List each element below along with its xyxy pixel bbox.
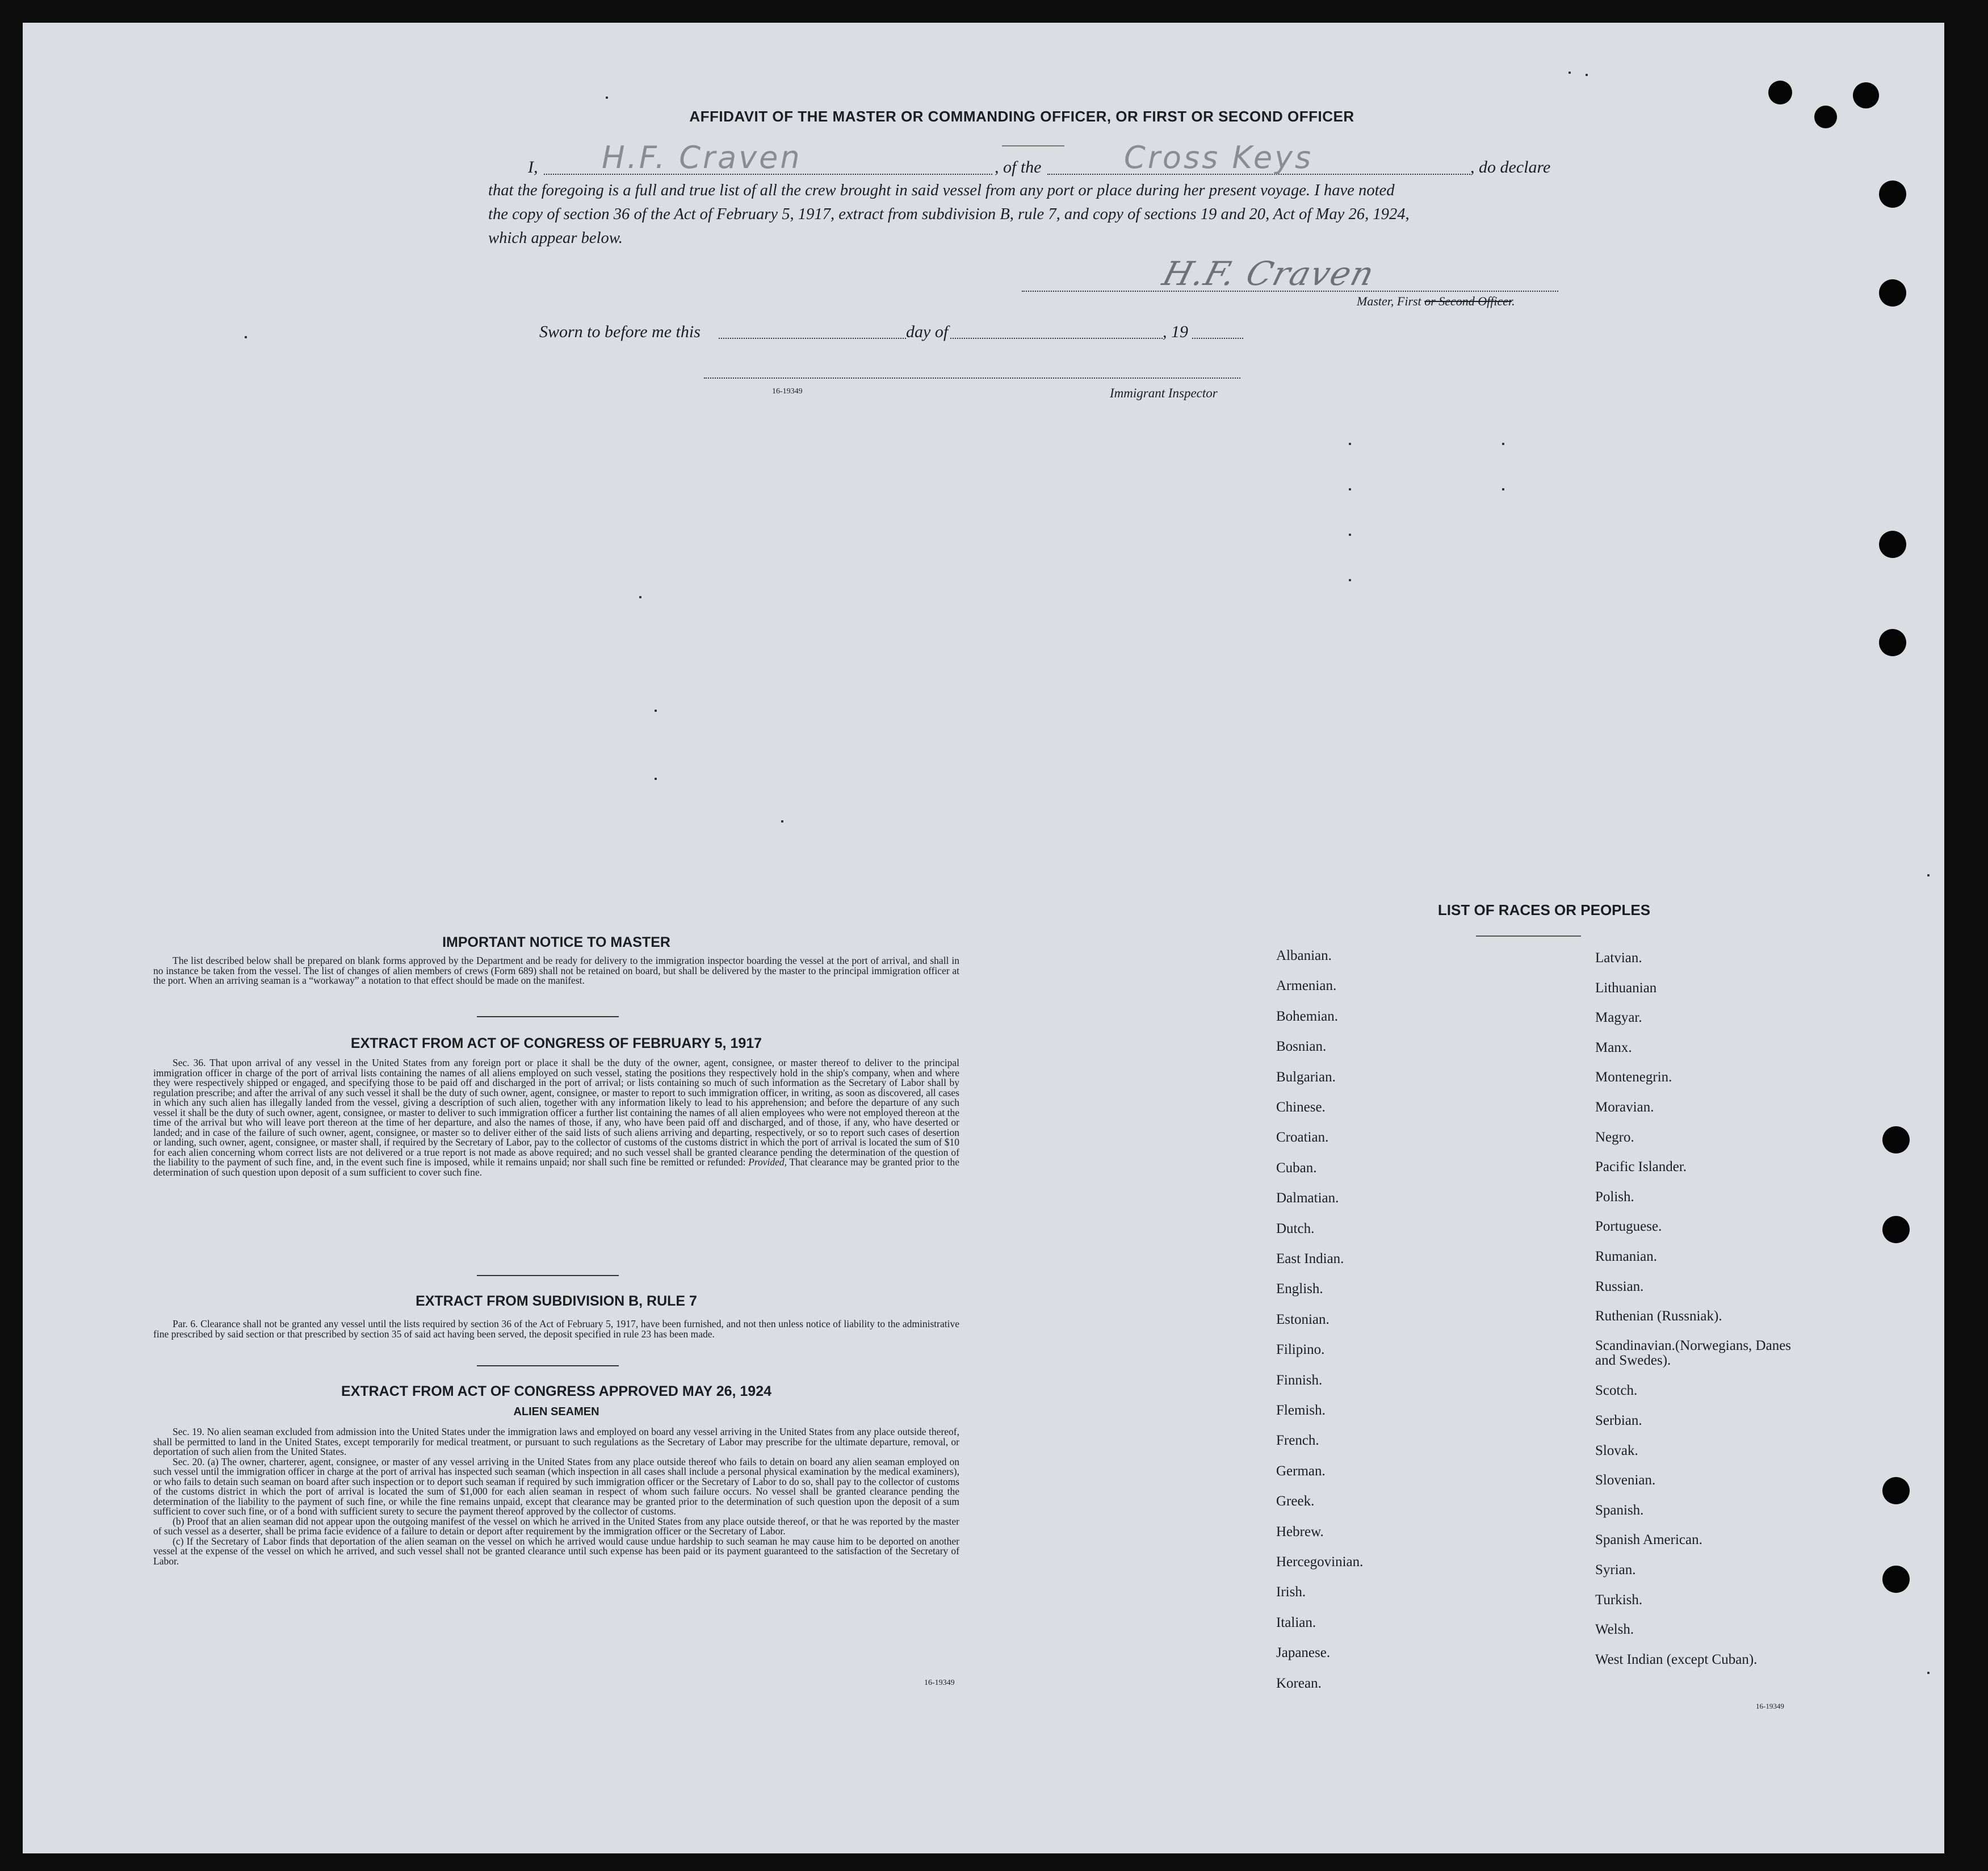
race-item: Filipino.: [1276, 1342, 1325, 1358]
declaration-body-line: which appear below.: [488, 229, 623, 247]
sec20b-paragraph: (b) Proof that an alien seaman did not appear upon the outgoing manifest of the vessel on which he arrived in the United States from any place outside thereof, or that he was reported by the master of such vessel as a deserter, shall be prima facie evidence of a failure to detain or deport after requirement by the immigration officer or the Secretary of Labor.: [153, 1515, 959, 1537]
race-item: Armenian.: [1276, 978, 1337, 994]
race-item: Rumanian.: [1595, 1249, 1658, 1264]
race-item: Spanish.: [1595, 1502, 1644, 1518]
race-item: Irish.: [1276, 1584, 1306, 1600]
alien-seamen-subtitle: ALIEN SEAMEN: [513, 1406, 599, 1418]
scan-speck: [639, 596, 641, 598]
race-item: Dalmatian.: [1276, 1190, 1339, 1206]
declaration-i: I,: [528, 158, 538, 177]
race-item: Montenegrin.: [1595, 1069, 1672, 1085]
do-declare-label: , do declare: [1470, 158, 1551, 177]
race-item: Bulgarian.: [1276, 1069, 1336, 1085]
sec20c-paragraph: (c) If the Secretary of Labor finds that deportation of the alien seaman on the vessel on which he arrived would cause undue hardship to such seaman he may cause him to be deported on another vessel at the expense of the vessel on which he arrived, and such vessel shall not be granted clearance until such expense has been paid or its payment guaranteed to the satisfaction of the Secretary of Labor.: [153, 1535, 959, 1567]
races-title: LIST OF RACES OR PEOPLES: [1437, 901, 1651, 918]
form-number: 16-19349: [1756, 1702, 1784, 1710]
divider: [1476, 936, 1581, 937]
sec20a-paragraph: Sec. 20. (a) The owner, charterer, agent, consignee, or master of any vessel arriving in the United States from any place outside thereof who fails to detain on board any alien seaman employed on such vessel until the immigration officer in charge at the port of arrival has inspected such seaman (which inspection in all cases shall include a personal physical examination by the medical examiners), or who fails to detain such seaman on board after such inspection or to deport such seaman if required by such immigration officer or the Secretary of Labor to do so, shall pay to the collector of customs of the customs district in which the port of arrival is located the sum of $1,000 for each alien seaman in respect of whom such failure occurs. No vessel shall be granted clearance pending the determination of the liability to the payment of such fine, or while the fine remains unpaid, except that clearance may be granted prior to the determination of such question upon the deposit of a sum sufficient to cover such fine, or of a bond with sufficient surety to secure the payment thereof approved by the collector of customs.: [153, 1455, 959, 1517]
punch-hole: [1882, 1477, 1910, 1504]
race-item: Portuguese.: [1595, 1219, 1662, 1235]
notice-title: IMPORTANT NOTICE TO MASTER: [442, 934, 670, 950]
master-signature-handwritten: H.F. Craven: [1158, 254, 1379, 293]
race-item: Slovenian.: [1595, 1473, 1656, 1488]
divider: [477, 1275, 619, 1276]
sworn-month-line: [950, 338, 1163, 339]
race-item: Latvian.: [1595, 950, 1642, 966]
race-item: Syrian.: [1595, 1562, 1636, 1578]
race-item: Estonian.: [1276, 1311, 1329, 1327]
punch-hole: [1882, 1216, 1910, 1243]
notice-body: [153, 956, 959, 986]
extract-1924-body: [153, 1427, 959, 1566]
sec19-paragraph: Sec. 19. No alien seaman excluded from admission into the United States under the immigration laws and employed on board any vessel arriving in the United States from any place outside thereof, shall be permitted to land in the United States, except temporarily for medical treatment, or pursuant to such regulations as the Secretary of Labor may prescribe for the ultimate departure, removal, or deportation of such alien from the United States.: [153, 1426, 959, 1457]
of-the-label: , of the: [995, 158, 1042, 177]
extract-rule7-body: [153, 1319, 959, 1339]
scan-speck: [655, 778, 657, 780]
race-item: Spanish American.: [1595, 1532, 1702, 1548]
scan-speck: [1349, 534, 1351, 536]
declaration-body-line: the copy of section 36 of the Act of February 5, 1917, extract from subdivision B, rule 7, and copy of sections 19 and 20, Act of May 26, 1924,: [488, 205, 1410, 223]
punch-hole: [1879, 531, 1906, 558]
scan-speck: [1586, 74, 1588, 76]
punch-hole: [1879, 629, 1906, 656]
scan-speck: [1927, 874, 1930, 876]
race-item: Greek.: [1276, 1494, 1315, 1509]
punch-hole: [1853, 82, 1879, 108]
scan-speck: [1349, 443, 1351, 445]
declaration-body-line: that the foregoing is a full and true list of all the crew brought in said vessel from any port or place during her present voyage. I have noted: [488, 182, 1395, 199]
punch-hole: [1768, 81, 1792, 104]
race-item: Finnish.: [1276, 1372, 1323, 1388]
race-item: Dutch.: [1276, 1220, 1315, 1236]
race-item: West Indian (except Cuban).: [1595, 1651, 1758, 1667]
scan-speck: [1502, 488, 1504, 490]
declarant-handwritten: H.F. Craven: [602, 140, 802, 175]
race-item: Negro.: [1595, 1129, 1634, 1145]
sworn-year-line: [1192, 338, 1243, 339]
race-item: Welsh.: [1595, 1622, 1634, 1638]
race-item: Bosnian.: [1276, 1039, 1327, 1055]
race-item: Scandinavian.(Norwegians, Danes and Swedes).: [1595, 1337, 1792, 1368]
race-item: Albanian.: [1276, 948, 1332, 963]
race-item: Japanese.: [1276, 1645, 1331, 1661]
race-item: Magyar.: [1595, 1010, 1642, 1026]
sworn-day-line: [719, 338, 906, 339]
form-number: 16-19349: [772, 387, 803, 396]
race-item: Manx.: [1595, 1039, 1632, 1055]
race-item: Bohemian.: [1276, 1008, 1339, 1024]
race-item: Hebrew.: [1276, 1524, 1324, 1539]
scan-speck: [1927, 1672, 1930, 1674]
race-item: Polish.: [1595, 1189, 1634, 1205]
race-item: Moravian.: [1595, 1100, 1654, 1115]
punch-hole: [1882, 1566, 1910, 1593]
sworn-label: Sworn to before me this: [539, 322, 701, 341]
scan-speck: [1568, 72, 1571, 74]
signature-line: [1022, 291, 1558, 292]
scan-speck: [655, 710, 657, 712]
punch-hole: [1814, 106, 1837, 128]
inspector-label: Immigrant Inspector: [1110, 386, 1218, 400]
vessel-handwritten: Cross Keys: [1124, 140, 1314, 175]
race-item: Slovak.: [1595, 1442, 1638, 1458]
race-item: English.: [1276, 1281, 1323, 1297]
race-item: Hercegovinian.: [1276, 1554, 1364, 1570]
punch-hole: [1879, 181, 1906, 208]
extract-rule7-title: EXTRACT FROM SUBDIVISION B, RULE 7: [416, 1293, 697, 1309]
extract-1917-title: EXTRACT FROM ACT OF CONGRESS OF FEBRUARY 5, 1917: [350, 1035, 762, 1051]
race-item: Korean.: [1276, 1675, 1322, 1691]
extract-1917-paragraph: Sec. 36. That upon arrival of any vessel in the United States from any foreign port or place it shall be the duty of the owner, agent, consignee, or master thereof to deliver to the principal immigration officer in charge of the port of arrival lists containing the names of all aliens employed on such vessel, stating the positions they respectively hold in the ship's company, when and where they were respectively shipped or engaged, and specifying those to be paid off and discharged in the port of arrival; or lists containing so much of such information as the Secretary of Labor shall by regulation prescribe; and after the arrival of any such vessel it shall be the duty of such owner, agent, consignee, or master to report to such immigration officer, in writing, as soon as discovered, all cases in which any such alien has illegally landed from the vessel, giving a description of such alien, together with any information likely to lead to his apprehension; and before the departure of any such vessel it shall be the duty of such owner, agent, consignee, or master to deliver to such immigration officer a further list containing the names of all alien employees who were not employed thereon at the time of the arrival but who will leave port thereon at the time of her departure, and also the names of those, if any, who have been paid off and discharged, and of those, if any, who have deserted or landed; and in case of the failure of such owner, agent, consignee, or master so to deliver either of the said lists of such aliens arriving and departing, respectively, or so to report such cases of desertion or landing, such owner, agent, consignee, or master shall, if required by the Secretary of Labor, pay to the collector of customs of the customs district in which the port of arrival is located the sum of $10 for each alien concerning whom correct lists are not delivered or a true report is not made as above required; and no such vessel shall be granted clearance pending the determination of the question of the liability to the payment of such fine, and, in the event such fine is imposed, while it remains unpaid; nor shall such fine be remitted or refunded: Provided, That clearance may be granted prior to the determination of such question upon deposit of a sum sufficient to cover such fine.: [153, 1057, 959, 1178]
race-item: Russian.: [1595, 1278, 1644, 1294]
race-item: Croatian.: [1276, 1130, 1329, 1146]
race-item: German.: [1276, 1463, 1326, 1479]
race-item: Scotch.: [1595, 1383, 1638, 1399]
scan-speck: [1349, 488, 1351, 490]
form-number: 16-19349: [924, 1679, 955, 1687]
race-item: Lithuanian: [1595, 980, 1657, 996]
notice-paragraph: The list described below shall be prepared on blank forms approved by the Department and be ready for delivery to the immigration inspector boarding the vessel at the port of arrival, and shall in no instance be taken from the vessel. The list of changes of alien members of crews (Form 689) shall not be retained on board, but shall be delivered by the master to the principal immigration officer at the port. When an arriving seaman is a “workaway” a notation to that effect should be made on the manifest.: [153, 955, 959, 986]
punch-hole: [1879, 279, 1906, 307]
scan-speck: [1502, 443, 1504, 445]
day-of-label: day of: [906, 322, 949, 341]
race-item: Pacific Islander.: [1595, 1159, 1687, 1175]
race-item: Italian.: [1276, 1614, 1316, 1630]
divider: [1002, 145, 1064, 146]
race-item: East Indian.: [1276, 1251, 1344, 1266]
race-item: Flemish.: [1276, 1403, 1326, 1418]
affidavit-title: AFFIDAVIT OF THE MASTER OR COMMANDING OFFICER, OR FIRST OR SECOND OFFICER: [689, 108, 1354, 125]
year-label: , 19: [1163, 322, 1188, 341]
scan-speck: [1349, 579, 1351, 581]
race-item: Ruthenian (Russniak).: [1595, 1308, 1722, 1324]
extract-1924-title: EXTRACT FROM ACT OF CONGRESS APPROVED MAY 26, 1924: [341, 1383, 772, 1399]
extract-rule7-paragraph: Par. 6. Clearance shall not be granted any vessel until the lists required by section 36 of the Act of February 5, 1917, have been furnished, and not then unless notice of liability to the administrative fine prescribed by said section or that prescribed by section 35 of said act having been served, the deposit specified in rule 23 has been made.: [153, 1318, 959, 1340]
inspector-line: [704, 377, 1240, 379]
scan-speck: [245, 336, 247, 338]
signature-caption: Master, First or Second Officer.: [1357, 294, 1515, 308]
punch-hole: [1882, 1126, 1910, 1153]
race-item: Cuban.: [1276, 1160, 1317, 1176]
race-item: Turkish.: [1595, 1592, 1643, 1608]
scan-speck: [781, 820, 783, 823]
race-item: Serbian.: [1595, 1413, 1642, 1428]
race-item: French.: [1276, 1433, 1319, 1449]
race-item: Chinese.: [1276, 1100, 1326, 1115]
extract-1917-body: [153, 1058, 959, 1177]
scan-speck: [606, 97, 608, 99]
divider: [477, 1016, 619, 1017]
divider: [477, 1365, 619, 1366]
